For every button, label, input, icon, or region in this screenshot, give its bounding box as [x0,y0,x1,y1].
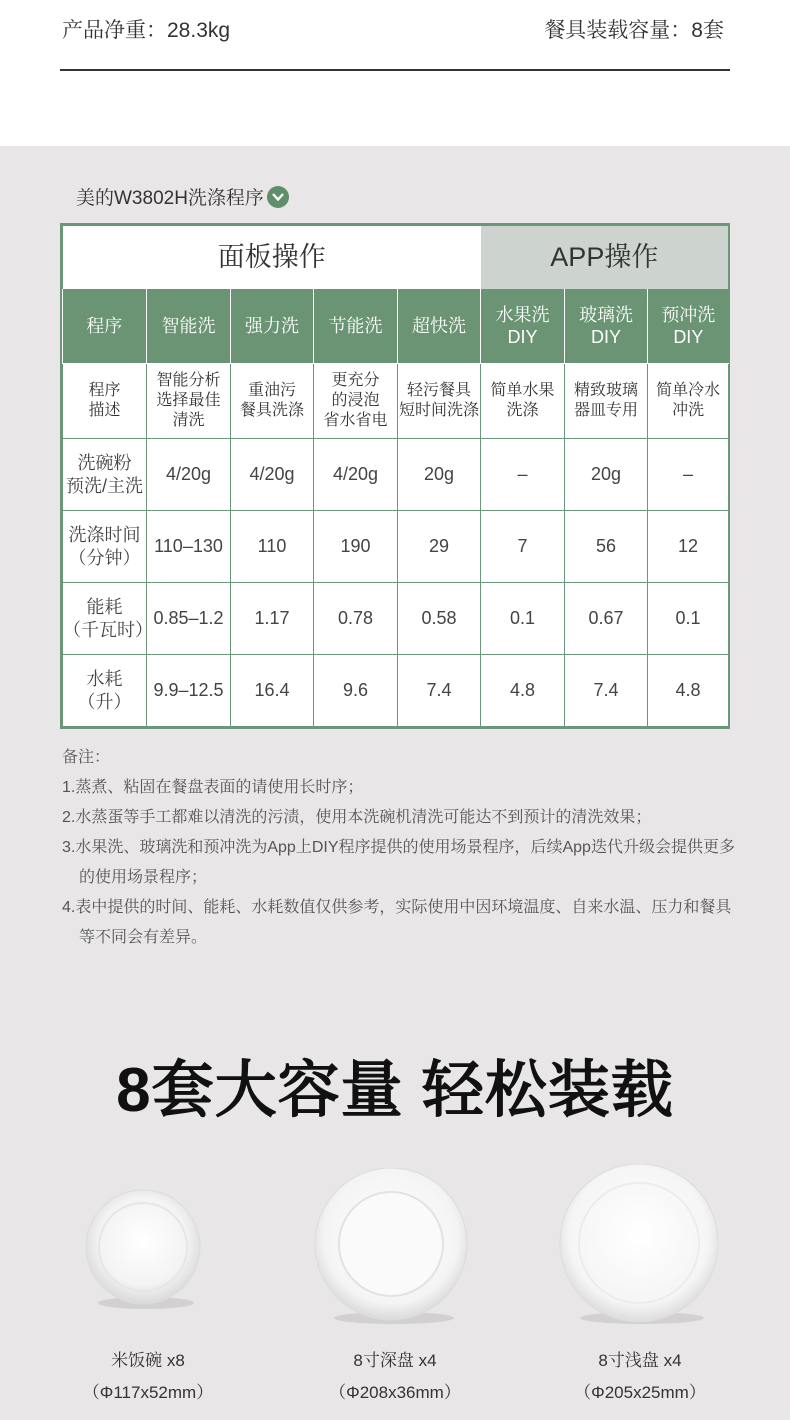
row-label: 程序 描述 [63,364,147,439]
rice-bowl-image [80,1185,210,1315]
column-header: 节能洗 [314,289,398,364]
table-cell: 20g [565,439,648,511]
rice-bowl-size: （Φ117x52mm） [82,1383,214,1402]
row-label: 洗涤时间 （分钟） [63,511,147,583]
notes-section [62,743,742,953]
table-cell: 0.78 [314,583,398,655]
column-header: 预冲洗 DIY [648,289,729,364]
shallow-plate-image [556,1164,726,1330]
table-cell: 9.6 [314,655,398,727]
table-cell: 重油污 餐具洗涤 [231,364,314,439]
table-cell: 精致玻璃 器皿专用 [565,364,648,439]
table-cell: 9.9–12.5 [147,655,231,727]
table-cell: 0.1 [648,583,729,655]
program-title-text: 美的W3802H洗涤程序 [76,188,264,209]
table-cell: 12 [648,511,729,583]
column-header: 程序 [63,289,147,364]
table-cell: 0.67 [565,583,648,655]
table-cell: 16.4 [231,655,314,727]
table-cell: 4/20g [231,439,314,511]
deep-plate-image [312,1168,472,1328]
table-cell: – [481,439,565,511]
row-label: 洗碗粉 预洗/主洗 [63,439,147,511]
table-cell: 0.58 [398,583,481,655]
table-cell: 110–130 [147,511,231,583]
note-item: 4.表中提供的时间、能耗、水耗数值仅供参考，实际使用中因环境温度、自来水温、压力和餐具等不同会有差异。 [62,899,732,946]
notes-heading: 备注： [62,749,111,766]
column-header: 超快洗 [398,289,481,364]
table-cell: 0.85–1.2 [147,583,231,655]
row-label: 能耗 （千瓦时） [63,583,147,655]
spec-strip [0,0,790,146]
table-cell: 4.8 [648,655,729,727]
column-header: 玻璃洗 DIY [565,289,648,364]
table-row [63,364,729,439]
table-cell: 4/20g [314,439,398,511]
product-weight: 产品净重：28.3kg [62,19,231,42]
table-cell: 190 [314,511,398,583]
table-cell: 110 [231,511,314,583]
table-cell: 7.4 [398,655,481,727]
table-cell: 0.1 [481,583,565,655]
table-cell: 轻污餐具 短时间洗涤 [398,364,481,439]
table-cell: 56 [565,511,648,583]
table-cell: 简单冷水 冲洗 [648,364,729,439]
note-item: 1.蒸煮、粘固在餐盘表面的请使用长时序； [62,779,364,796]
table-cell: 20g [398,439,481,511]
column-header: 水果洗 DIY [481,289,565,364]
rice-bowl-name: 米饭碗 x8 [111,1351,185,1370]
table-cell: 7.4 [565,655,648,727]
program-table [60,223,730,729]
table-cell: 更充分 的浸泡 省水省电 [314,364,398,439]
app-operation-header: APP操作 [481,226,729,290]
column-header: 智能洗 [147,289,231,364]
dish-capacity: 餐具装载容量：8套 [544,19,724,42]
deep-plate-name: 8寸深盘 x4 [353,1351,437,1370]
table-cell: 1.17 [231,583,314,655]
column-header-row [63,289,729,364]
program-title[interactable] [76,183,289,210]
table-row [63,655,729,727]
table-cell: 7 [481,511,565,583]
note-item: 3.水果洗、玻璃洗和预冲洗为App上DIY程序提供的使用场景程序，后续App迭代升级会提供更多的使用场景程序； [62,839,735,886]
shallow-plate-name: 8寸浅盘 x4 [598,1351,682,1370]
note-item: 2.水蒸蛋等手工都难以清洗的污渍，使用本洗碗机清洗可能达不到预计的清洗效果； [62,809,652,826]
table-row [63,439,729,511]
capacity-headline: 8套大容量 轻松装载 [116,1056,674,1125]
table-cell: 智能分析 选择最佳 清洗 [147,364,231,439]
chevron-down-icon[interactable] [267,186,289,208]
table-row [63,511,729,583]
panel-operation-header: 面板操作 [63,226,481,290]
table-cell: 4.8 [481,655,565,727]
table-cell: 4/20g [147,439,231,511]
table-cell: 29 [398,511,481,583]
table-row [63,583,729,655]
spec-divider [60,69,730,71]
shallow-plate-size: （Φ205x25mm） [574,1383,706,1402]
table-cell: 简单水果 洗涤 [481,364,565,439]
table-cell: – [648,439,729,511]
deep-plate-size: （Φ208x36mm） [329,1383,461,1402]
column-header: 强力洗 [231,289,314,364]
row-label: 水耗 （升） [63,655,147,727]
